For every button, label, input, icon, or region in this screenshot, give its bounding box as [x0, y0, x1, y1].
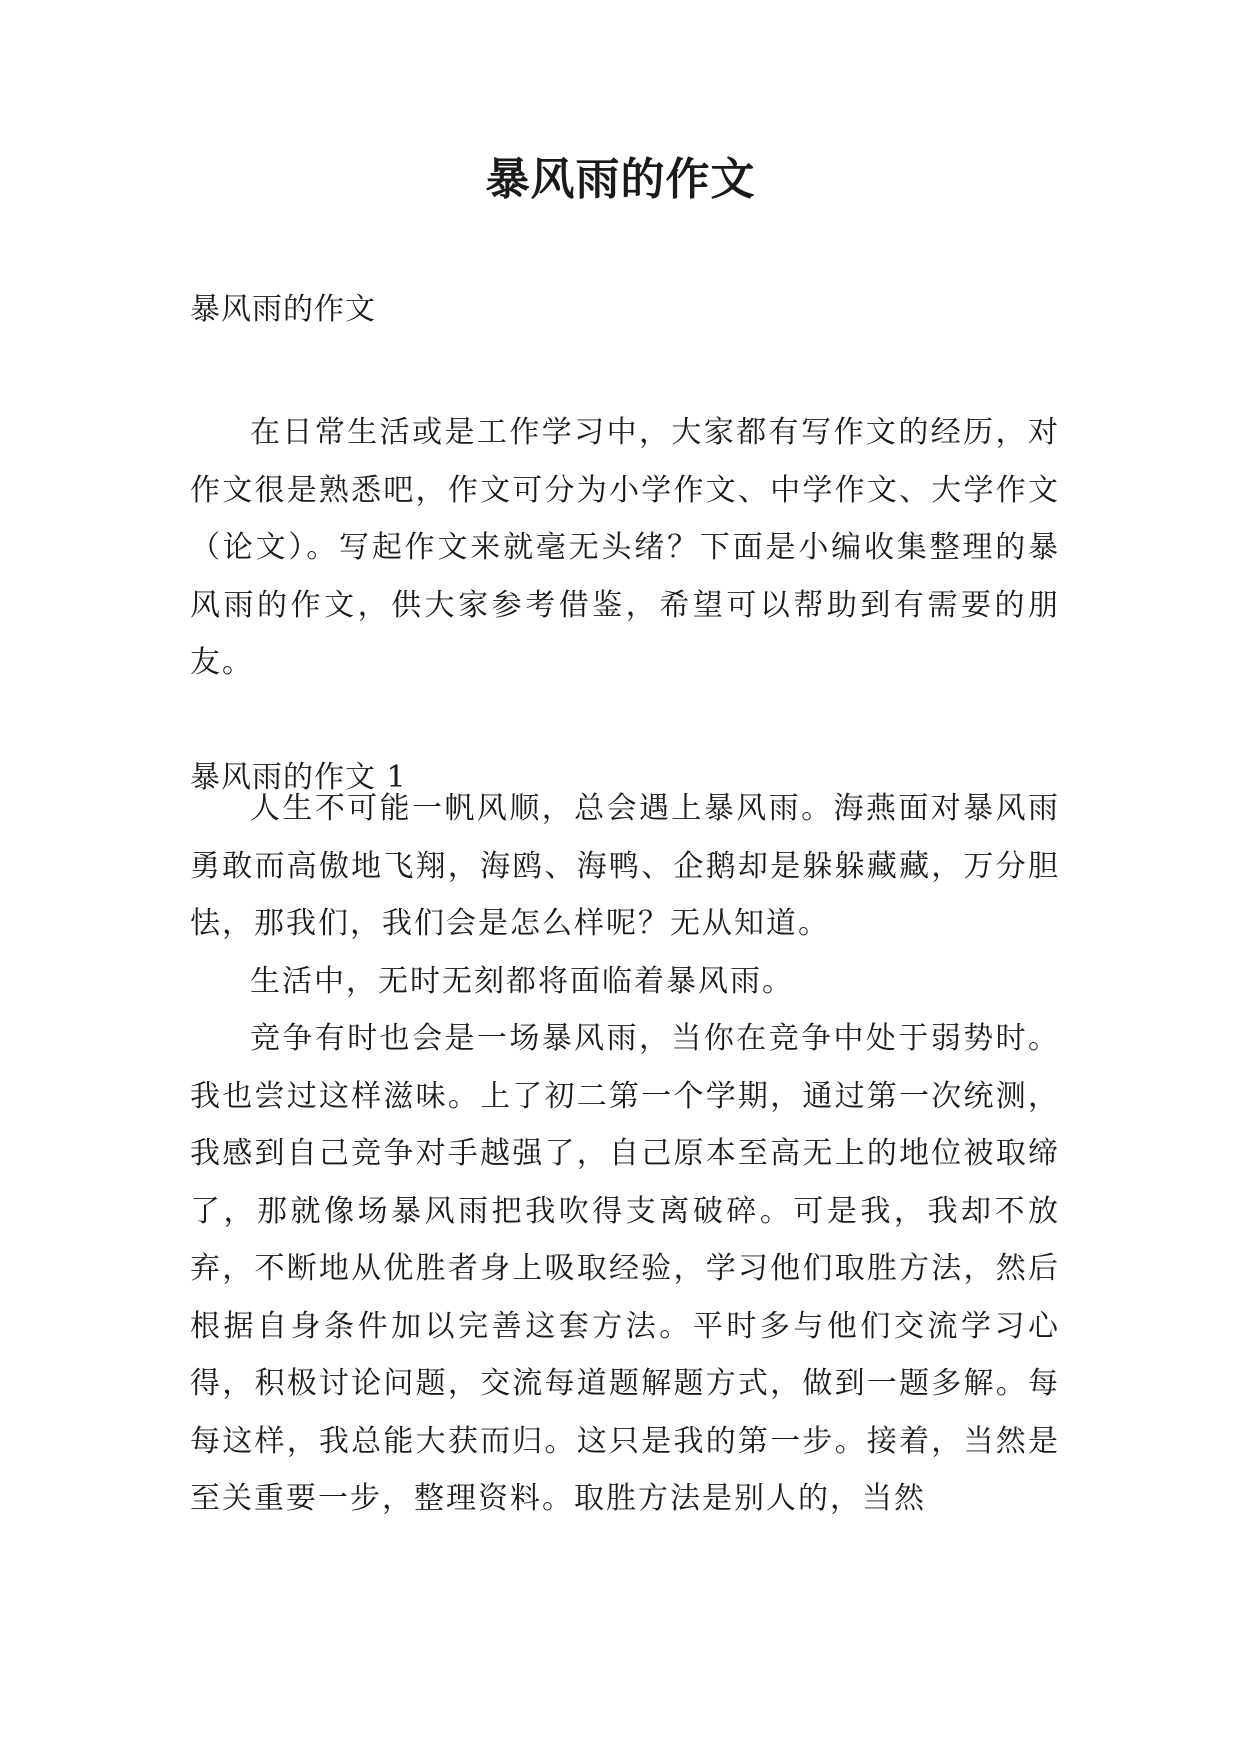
- essay-paragraph-1: 人生不可能一帆风顺，总会遇上暴风雨。海燕面对暴风雨勇敢而高傲地飞翔，海鸥、海鸭、企鹅却是躲躲藏藏，万分胆怯，那我们，我们会是怎么样呢？无从知道。: [190, 791, 1060, 941]
- essay-body: [190, 780, 1060, 1528]
- essay-paragraph-3: 竞争有时也会是一场暴风雨，当你在竞争中处于弱势时。我也尝过这样滋味。上了初二第一个学期，通过第一次统测，我感到自己竞争对手越强了，自己原本至高无上的地位被取缔了，那就像场暴风雨把我吹得支离破碎。可是我，我却不放弃，不断地从优胜者身上吸取经验，学习他们取胜方法，然后根据自身条件加以完善这套方法。平时多与他们交流学习心得，积极讨论问题，交流每道题解题方式，做到一题多解。每每这样，我总能大获而归。这只是我的第一步。接着，当然是至关重要一步，整理资料。取胜方法是别人的，当然: [190, 1021, 1060, 1516]
- section-heading: 暴风雨的作文 1: [190, 760, 407, 795]
- essay-paragraph-2: 生活中，无时无刻都将面临着暴风雨。: [250, 963, 794, 999]
- intro-block: [190, 404, 1060, 692]
- intro-paragraph: 在日常生活或是工作学习中，大家都有写作文的经历，对作文很是熟悉吧，作文可分为小学作文、中学作文、大学作文（论文）。写起作文来就毫无头绪？下面是小编收集整理的暴风雨的作文，供大家参考借鉴，希望可以帮助到有需要的朋友。: [190, 415, 1060, 680]
- document-title: 暴风雨的作文: [485, 154, 756, 205]
- document-subtitle: 暴风雨的作文: [190, 292, 376, 327]
